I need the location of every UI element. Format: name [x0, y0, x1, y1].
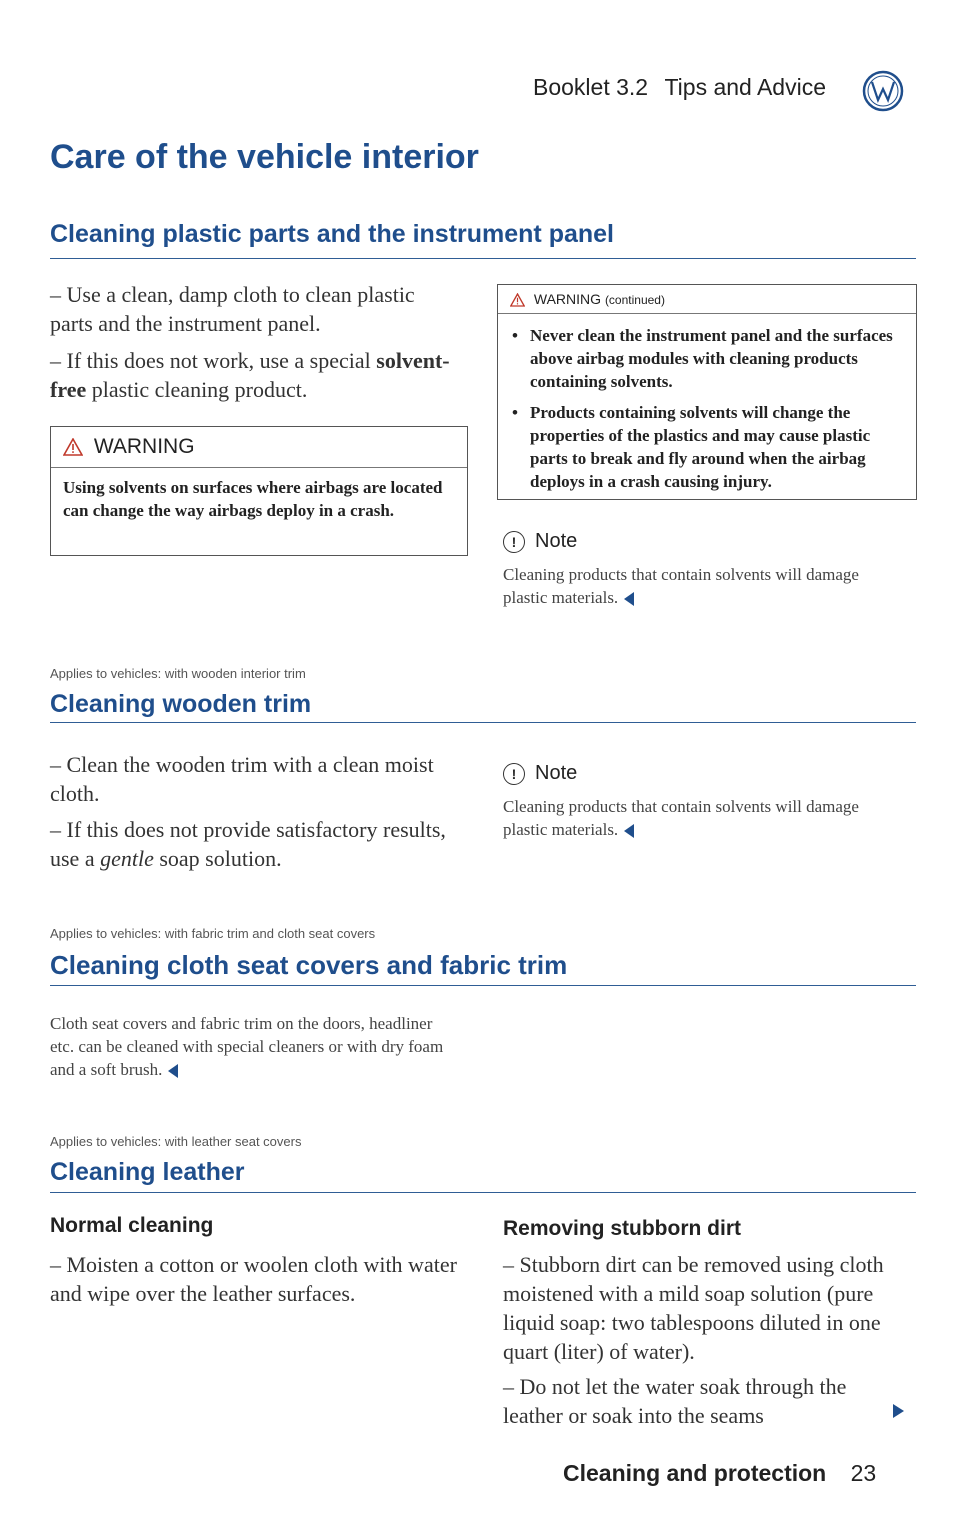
section-rule: [50, 258, 916, 259]
warning-text: Using solvents on surfaces where airbags are located can change the way airbags deploy in a crash.: [63, 478, 443, 520]
end-of-section-icon: [168, 1064, 178, 1078]
cloth-text: Cloth seat covers and fabric trim on the doors, headliner etc. can be cleaned with special cleaners or with dry foam and a soft brush.: [50, 1014, 444, 1079]
section-title-plastic: Cleaning plastic parts and the instrument panel: [50, 220, 614, 248]
applies-to-label: Applies to vehicles: with wooden interior trim: [50, 666, 306, 681]
warning-header: [51, 427, 467, 468]
info-icon: !: [503, 763, 525, 785]
note-text: Cleaning products that contain solvents will damage plastic materials.: [503, 565, 859, 607]
end-of-section-icon: [624, 592, 634, 606]
emphasis-gentle: gentle: [100, 846, 154, 871]
warning-bullet: • Never clean the instrument panel and the surfaces above airbag modules with cleaning products containing solvents.: [510, 324, 904, 393]
instruction-step: – If this does not provide satisfactory results, use a gentle soap solution.: [50, 817, 446, 871]
emphasis-solvent-free: solvent-free: [50, 348, 450, 402]
section-title-leather: Cleaning leather: [50, 1158, 245, 1186]
subheading-stubborn-dirt: Removing stubborn dirt: [503, 1217, 741, 1240]
warning-box: [50, 426, 468, 556]
instruction-step: – Use a clean, damp cloth to clean plastic parts and the instrument panel.: [50, 282, 415, 336]
booklet-number: Booklet 3.2: [533, 74, 649, 100]
warning-triangle-icon: [63, 438, 83, 456]
instruction-step: – Moisten a cotton or woolen cloth with water and wipe over the leather surfaces.: [50, 1252, 457, 1306]
page-title: Care of the vehicle interior: [50, 138, 479, 176]
section-title-cloth: Cleaning cloth seat covers and fabric trim: [50, 950, 568, 980]
warning-continued-label: (continued): [604, 293, 665, 307]
continued-arrow-icon: [893, 1404, 904, 1418]
instruction-step: – If this does not work, use a special solvent-free plastic cleaning product.: [50, 348, 450, 402]
warning-title: WARNING: [93, 435, 195, 458]
booklet-title: Tips and Advice: [664, 74, 827, 100]
section-rule: [50, 985, 916, 986]
booklet-header: [533, 74, 826, 101]
instruction-step: – Stubborn dirt can be removed using cloth moistened with a mild soap solution (pure liquid soap: two tablespoons diluted in one quart (liter) of water).: [503, 1252, 884, 1364]
applies-to-label: Applies to vehicles: with leather seat covers: [50, 1134, 302, 1149]
applies-to-label: Applies to vehicles: with fabric trim and cloth seat covers: [50, 926, 376, 941]
page-number: 23: [850, 1460, 877, 1486]
page-footer: [563, 1460, 876, 1487]
warning-title: WARNING: [533, 291, 602, 307]
section-rule: [50, 1192, 916, 1193]
section-rule: [50, 722, 916, 723]
note-title: Note: [535, 530, 578, 552]
vw-logo: [862, 70, 904, 112]
footer-section-name: Cleaning and protection: [563, 1460, 827, 1486]
end-of-section-icon: [624, 824, 634, 838]
warning-bullet: • Products containing solvents will change the properties of the plastics and may cause plastic parts to break and fly around when the airbag deploys in a crash causing injury.: [510, 401, 904, 493]
instruction-step: – Clean the wooden trim with a clean moist cloth.: [50, 752, 434, 806]
note-block: [503, 530, 903, 609]
note-block: [503, 762, 903, 841]
note-text: Cleaning products that contain solvents will damage plastic materials.: [503, 797, 859, 839]
subheading-normal-cleaning: Normal cleaning: [50, 1214, 214, 1237]
warning-triangle-icon: [510, 293, 525, 307]
warning-header: [498, 285, 916, 314]
section-title-wood: Cleaning wooden trim: [50, 690, 312, 718]
warning-continued-box: [497, 284, 917, 500]
instruction-step: – Do not let the water soak through the leather or soak into the seams: [503, 1374, 847, 1428]
info-icon: !: [503, 531, 525, 553]
note-title: Note: [535, 762, 578, 784]
